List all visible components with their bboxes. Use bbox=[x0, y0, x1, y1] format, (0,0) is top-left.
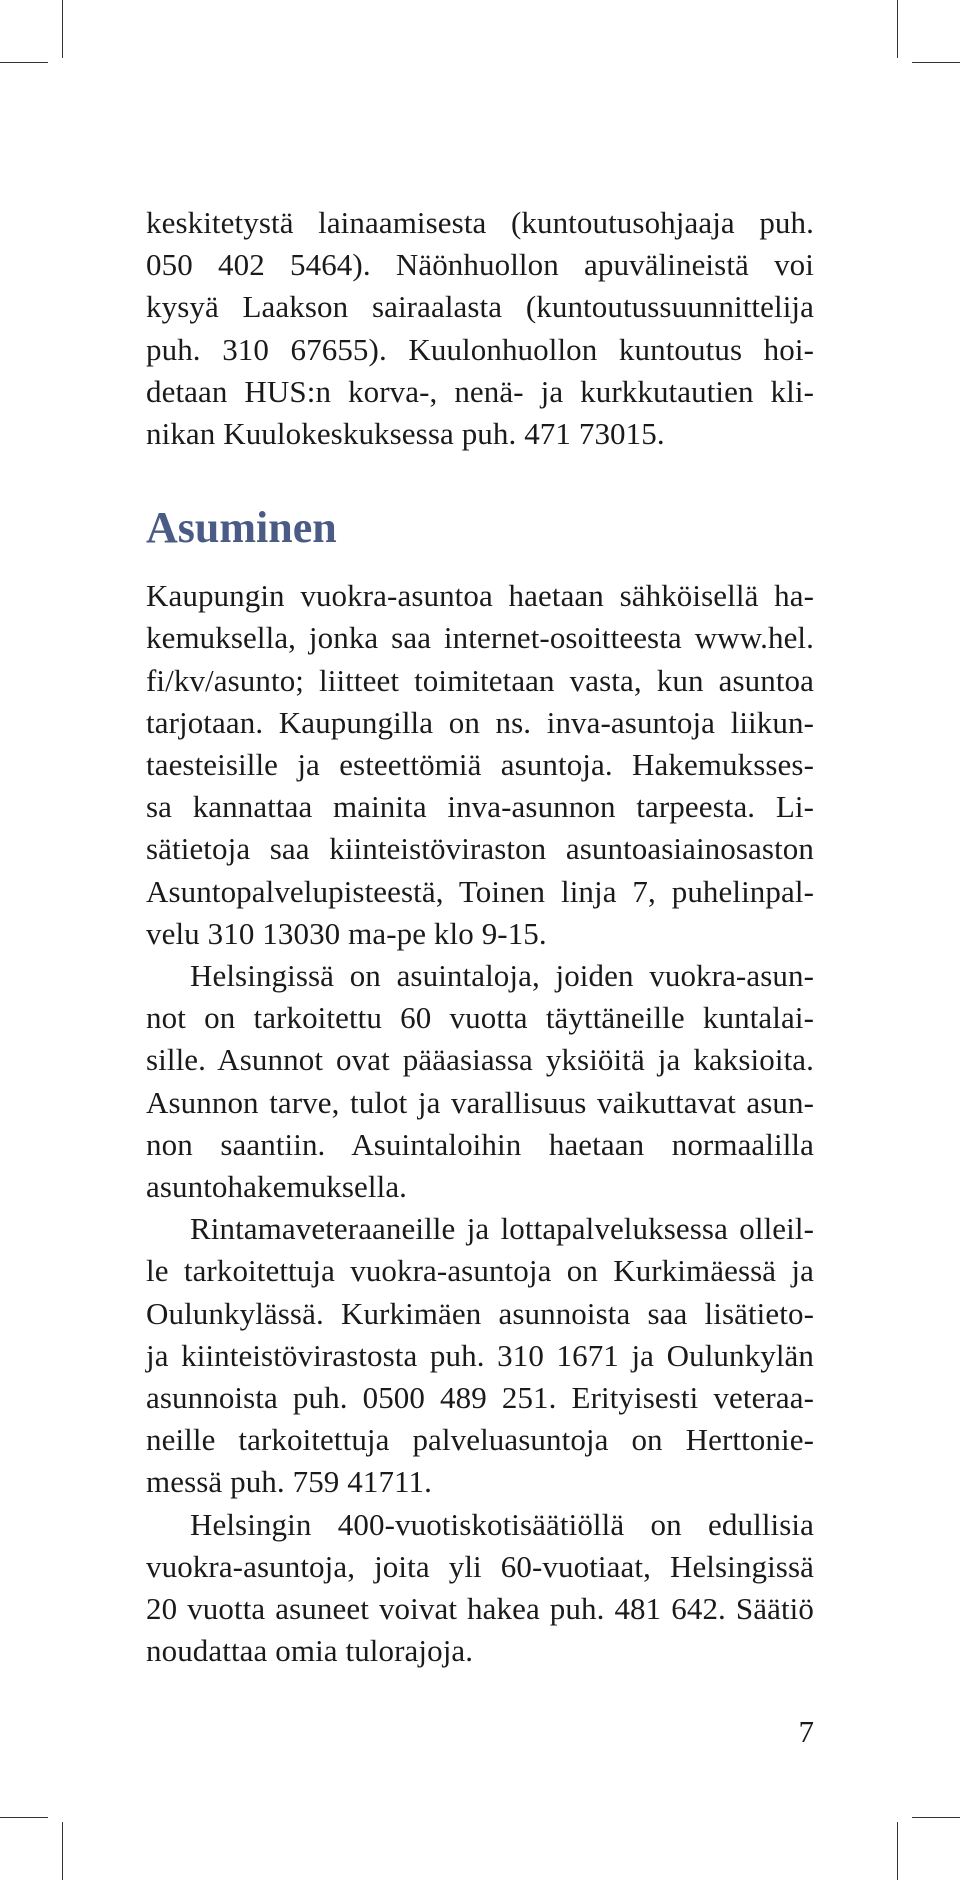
text-line: sa kannattaa mainita inva-asunnon tarpeesta. Li- bbox=[146, 789, 814, 825]
crop-mark-top-left-vertical bbox=[62, 0, 63, 58]
text-line: le tarkoitettuja vuokra-asuntoja on Kurkimäessä ja bbox=[146, 1253, 814, 1289]
text-line: non saantiin. Asuintaloihin haetaan normaalilla bbox=[146, 1126, 814, 1162]
text-line: messä puh. 759 41711. bbox=[146, 1464, 432, 1500]
page-body bbox=[146, 202, 814, 1673]
text-line: puh. 310 67655). Kuulonhuollon kuntoutus hoi- bbox=[146, 331, 814, 367]
text-line: sille. Asunnot ovat pääasiassa yksiöitä ja kaksioita. bbox=[146, 1042, 814, 1078]
crop-mark-top-right-horizontal bbox=[912, 62, 960, 63]
text-line: ja kiinteistövirastosta puh. 310 1671 ja Oulunkylän bbox=[146, 1337, 814, 1373]
crop-mark-bottom-right-vertical bbox=[897, 1822, 898, 1880]
text-line: tarjotaan. Kaupungilla on ns. inva-asuntoja liikun- bbox=[146, 704, 814, 740]
text-line: Rintamaveteraaneille ja lottapalveluksessa olleil- bbox=[190, 1211, 814, 1247]
text-line: kysyä Laakson sairaalasta (kuntoutussuunnittelija bbox=[146, 289, 814, 325]
text-line: Helsingin 400-vuotiskotisäätiöllä on edullisia bbox=[190, 1506, 814, 1542]
section-heading: Asuminen bbox=[146, 503, 337, 553]
intro-paragraph bbox=[146, 202, 814, 455]
text-line: Helsingissä on asuintaloja, joiden vuokra-asun- bbox=[190, 958, 814, 994]
text-line: Oulunkylässä. Kurkimäen asunnoista saa lisätieto- bbox=[146, 1295, 814, 1331]
text-line: not on tarkoitettu 60 vuotta täyttäneille kuntalai- bbox=[146, 1000, 814, 1036]
text-line: Asunnon tarve, tulot ja varallisuus vaikuttavat asun- bbox=[146, 1084, 814, 1120]
text-line: sätietoja saa kiinteistöviraston asuntoasiainosaston bbox=[146, 831, 814, 867]
text-line: fi/kv/asunto; liitteet toimitetaan vasta, kun asuntoa bbox=[146, 662, 814, 698]
text-line: vuokra-asuntoja, joita yli 60-vuotiaat, Helsingissä bbox=[146, 1548, 814, 1584]
text-line: taesteisille ja esteettömiä asuntoja. Hakemuksses- bbox=[146, 747, 814, 783]
text-line: 050 402 5464). Näönhuollon apuvälineistä voi bbox=[146, 247, 814, 283]
crop-mark-bottom-left-vertical bbox=[62, 1822, 63, 1880]
text-line: neille tarkoitettuja palveluasuntoja on Herttonie- bbox=[146, 1422, 814, 1458]
housing-paragraph-2 bbox=[146, 955, 814, 1208]
text-line: noudattaa omia tulorajoja. bbox=[146, 1633, 474, 1669]
housing-paragraph-3 bbox=[146, 1208, 814, 1503]
crop-mark-bottom-left-horizontal bbox=[0, 1817, 48, 1818]
crop-mark-top-left-horizontal bbox=[0, 62, 48, 63]
crop-mark-bottom-right-horizontal bbox=[912, 1817, 960, 1818]
text-line: Asuntopalvelupisteestä, Toinen linja 7, puhelinpal- bbox=[146, 873, 814, 909]
housing-paragraph-1 bbox=[146, 575, 814, 955]
housing-paragraph-4 bbox=[146, 1504, 814, 1673]
text-line: Kaupungin vuokra-asuntoa haetaan sähköisellä ha- bbox=[146, 578, 814, 614]
text-line: asunnoista puh. 0500 489 251. Erityisesti veteraa- bbox=[146, 1380, 814, 1416]
crop-mark-top-right-vertical bbox=[897, 0, 898, 58]
text-line: detaan HUS:n korva-, nenä- ja kurkkutautien kli- bbox=[146, 373, 814, 409]
text-line: nikan Kuulokeskuksessa puh. 471 73015. bbox=[146, 416, 665, 452]
text-line: velu 310 13030 ma-pe klo 9-15. bbox=[146, 915, 547, 951]
text-line: asuntohakemuksella. bbox=[146, 1169, 408, 1205]
text-line: keskitetystä lainaamisesta (kuntoutusohjaaja puh. bbox=[146, 205, 814, 240]
text-line: kemuksella, jonka saa internet-osoitteesta www.hel. bbox=[146, 620, 814, 656]
text-line: 20 vuotta asuneet voivat hakea puh. 481 642. Säätiö bbox=[146, 1591, 814, 1627]
page-number: 7 bbox=[798, 1714, 814, 1749]
